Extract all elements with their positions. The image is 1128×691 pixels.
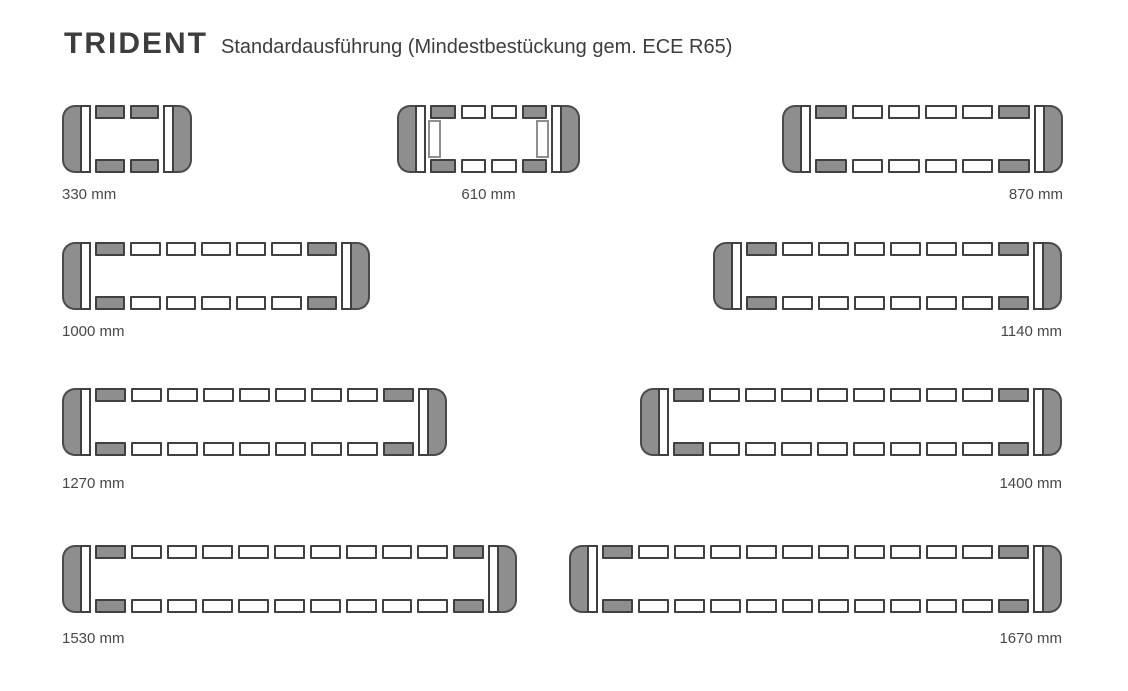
length-label: 610 mm <box>461 186 516 203</box>
module-slot-empty <box>962 105 994 119</box>
lightbar-body <box>91 242 341 310</box>
module-row-bottom <box>91 296 341 310</box>
end-cap-right <box>1044 545 1062 613</box>
end-cap-right <box>352 242 370 310</box>
end-cap-right <box>174 105 192 173</box>
lightbar-housing <box>62 545 517 613</box>
module-row-top <box>669 388 1033 402</box>
module-slot-empty <box>310 545 341 559</box>
module-slot-empty <box>782 545 813 559</box>
module-slot-empty <box>239 442 270 456</box>
led-module-fitted <box>95 545 126 559</box>
led-module-fitted <box>746 296 777 310</box>
led-module-fitted <box>998 545 1029 559</box>
end-divider-left <box>587 545 598 613</box>
module-slot-empty <box>674 599 705 613</box>
end-divider-right <box>1034 105 1045 173</box>
module-slot-empty <box>638 545 669 559</box>
module-slot-empty <box>710 599 741 613</box>
module-slot-empty <box>962 159 994 173</box>
module-slot-empty <box>926 242 957 256</box>
module-slot-empty <box>745 388 776 402</box>
end-cap-left <box>782 105 800 173</box>
module-slot-empty <box>347 388 378 402</box>
lightbar-body <box>598 545 1033 613</box>
module-slot-empty <box>417 599 448 613</box>
module-slot-empty <box>382 599 413 613</box>
module-slot-empty <box>890 296 921 310</box>
led-module-fitted <box>998 599 1029 613</box>
end-divider-left <box>80 388 91 456</box>
module-slot-empty <box>274 545 305 559</box>
module-slot-empty <box>890 442 921 456</box>
module-slot-empty <box>853 442 884 456</box>
led-module-fitted <box>95 388 126 402</box>
module-slot-empty <box>130 242 160 256</box>
lightbar-1270 <box>62 388 447 492</box>
end-divider-right <box>551 105 562 173</box>
module-row-bottom <box>742 296 1033 310</box>
end-divider-right <box>1033 545 1044 613</box>
end-cap-left <box>713 242 731 310</box>
module-slot-empty <box>890 242 921 256</box>
length-label: 1400 mm <box>999 475 1062 492</box>
lightbar-body <box>426 105 551 173</box>
module-slot-empty <box>202 545 233 559</box>
led-module-fitted <box>130 105 160 119</box>
module-slot-empty <box>962 388 993 402</box>
module-slot-empty <box>347 442 378 456</box>
lightbar-body <box>91 545 488 613</box>
lightbar-housing <box>569 545 1062 613</box>
led-module-fitted <box>453 545 484 559</box>
end-divider-left <box>800 105 811 173</box>
lightbar-870 <box>782 105 1063 203</box>
module-slot-empty <box>854 296 885 310</box>
module-slot-empty <box>201 296 231 310</box>
module-slot-empty <box>854 599 885 613</box>
module-slot-empty <box>817 388 848 402</box>
lightbar-housing <box>640 388 1062 456</box>
module-slot-empty <box>962 242 993 256</box>
module-slot-empty <box>925 159 957 173</box>
module-slot-empty <box>238 599 269 613</box>
module-row-bottom <box>598 599 1033 613</box>
module-slot-empty <box>274 599 305 613</box>
lightbar-1140 <box>713 242 1062 340</box>
module-slot-empty <box>925 105 957 119</box>
module-row-top <box>426 105 551 119</box>
led-module-fitted <box>602 599 633 613</box>
module-slot-empty <box>709 442 740 456</box>
length-label: 1000 mm <box>62 323 125 340</box>
module-row-top <box>91 388 418 402</box>
end-cap-right <box>562 105 580 173</box>
module-row-top <box>598 545 1033 559</box>
module-slot-empty <box>926 296 957 310</box>
module-slot-empty <box>962 296 993 310</box>
led-module-fitted <box>307 242 337 256</box>
lightbar-1000 <box>62 242 370 340</box>
led-module-fitted <box>815 105 847 119</box>
length-label: 870 mm <box>1008 186 1063 203</box>
module-slot-empty <box>131 599 162 613</box>
module-slot-empty <box>202 599 233 613</box>
module-row-top <box>91 242 341 256</box>
lightbar-body <box>91 388 418 456</box>
led-module-fitted <box>998 442 1029 456</box>
module-row-bottom <box>811 159 1034 173</box>
end-divider-left <box>415 105 426 173</box>
module-slot-empty <box>203 442 234 456</box>
module-slot-empty <box>888 159 920 173</box>
module-slot-empty <box>491 105 517 119</box>
module-row-top <box>742 242 1033 256</box>
led-module-fitted <box>602 545 633 559</box>
end-cap-right <box>499 545 517 613</box>
module-slot-empty <box>782 242 813 256</box>
module-slot-empty <box>167 545 198 559</box>
led-module-fitted <box>746 242 777 256</box>
module-slot-empty <box>674 545 705 559</box>
module-slot-empty <box>888 105 920 119</box>
length-label: 1670 mm <box>999 630 1062 647</box>
module-slot-empty <box>167 388 198 402</box>
page-title: Standardausführung (Mindestbestückung gem. ECE R65) <box>221 36 733 58</box>
led-module-fitted <box>522 105 548 119</box>
module-row-bottom <box>426 159 551 173</box>
module-slot-empty <box>239 388 270 402</box>
end-cap-left <box>62 105 80 173</box>
module-slot-empty <box>311 442 342 456</box>
module-slot-empty <box>852 159 884 173</box>
length-label: 1530 mm <box>62 630 125 647</box>
end-divider-right <box>341 242 352 310</box>
module-slot-empty <box>781 442 812 456</box>
lightbar-housing <box>782 105 1063 173</box>
lightbar-housing <box>62 105 192 173</box>
end-cap-left <box>62 242 80 310</box>
module-slot-empty <box>203 388 234 402</box>
led-module-fitted <box>95 159 125 173</box>
end-cap-left <box>62 388 80 456</box>
lightbar-1400 <box>640 388 1062 492</box>
module-slot-empty <box>238 545 269 559</box>
led-module-fitted <box>430 159 456 173</box>
page-header <box>64 27 732 61</box>
end-cap-right <box>1045 105 1063 173</box>
module-slot-empty <box>417 545 448 559</box>
module-row-bottom <box>91 159 163 173</box>
led-module-fitted <box>998 159 1030 173</box>
led-module-fitted <box>673 388 704 402</box>
module-slot-empty <box>461 105 487 119</box>
module-slot-empty <box>131 388 162 402</box>
module-slot-empty <box>311 388 342 402</box>
led-module-fitted <box>673 442 704 456</box>
module-slot-empty <box>166 296 196 310</box>
module-slot-empty <box>275 442 306 456</box>
module-slot-empty <box>818 599 849 613</box>
module-slot-empty <box>746 599 777 613</box>
module-slot-empty <box>236 296 266 310</box>
module-slot-empty <box>709 388 740 402</box>
module-slot-empty <box>271 296 301 310</box>
lightbar-body <box>669 388 1033 456</box>
end-divider-left <box>658 388 669 456</box>
lightbar-1530 <box>62 545 517 647</box>
module-slot-empty <box>818 242 849 256</box>
led-module-fitted <box>430 105 456 119</box>
led-module-fitted <box>453 599 484 613</box>
end-divider-left <box>80 242 91 310</box>
led-module-fitted <box>998 242 1029 256</box>
module-slot-empty <box>461 159 487 173</box>
module-slot-empty <box>275 388 306 402</box>
lightbar-housing <box>397 105 580 173</box>
end-cap-right <box>1044 242 1062 310</box>
end-divider-right <box>1033 242 1044 310</box>
led-module-fitted <box>95 442 126 456</box>
lightbar-1670 <box>569 545 1062 647</box>
module-slot-empty <box>962 442 993 456</box>
module-slot-empty <box>745 442 776 456</box>
module-slot-empty <box>310 599 341 613</box>
lightbar-housing <box>62 388 447 456</box>
module-slot-empty <box>271 242 301 256</box>
module-slot-empty <box>962 545 993 559</box>
lightbar-body <box>91 105 163 173</box>
end-cap-left <box>62 545 80 613</box>
module-slot-empty <box>926 545 957 559</box>
led-module-fitted <box>383 442 414 456</box>
corner-module-left <box>428 120 441 158</box>
module-slot-empty <box>926 599 957 613</box>
end-divider-right <box>163 105 174 173</box>
module-slot-empty <box>130 296 160 310</box>
module-slot-empty <box>890 388 921 402</box>
module-slot-empty <box>854 545 885 559</box>
module-slot-empty <box>201 242 231 256</box>
module-slot-empty <box>962 599 993 613</box>
module-row-top <box>91 545 488 559</box>
end-cap-left <box>640 388 658 456</box>
module-row-top <box>811 105 1034 119</box>
led-module-fitted <box>307 296 337 310</box>
module-slot-empty <box>854 242 885 256</box>
end-divider-left <box>80 105 91 173</box>
module-slot-empty <box>782 296 813 310</box>
end-cap-right <box>1044 388 1062 456</box>
module-slot-empty <box>853 388 884 402</box>
module-slot-empty <box>131 442 162 456</box>
length-label: 1140 mm <box>1000 323 1062 340</box>
brand-logo: TRIDENT <box>64 27 208 60</box>
led-module-fitted <box>95 242 125 256</box>
led-module-fitted <box>130 159 160 173</box>
module-row-bottom <box>669 442 1033 456</box>
led-module-fitted <box>815 159 847 173</box>
module-slot-empty <box>818 296 849 310</box>
end-divider-right <box>488 545 499 613</box>
module-slot-empty <box>236 242 266 256</box>
led-module-fitted <box>998 105 1030 119</box>
lightbar-body <box>811 105 1034 173</box>
led-module-fitted <box>522 159 548 173</box>
end-divider-left <box>80 545 91 613</box>
module-slot-empty <box>710 545 741 559</box>
end-cap-left <box>397 105 415 173</box>
led-module-fitted <box>998 388 1029 402</box>
led-module-fitted <box>95 599 126 613</box>
led-module-fitted <box>95 296 125 310</box>
end-divider-left <box>731 242 742 310</box>
module-slot-empty <box>166 242 196 256</box>
module-slot-empty <box>782 599 813 613</box>
module-slot-empty <box>890 545 921 559</box>
module-slot-empty <box>746 545 777 559</box>
lightbar-body <box>742 242 1033 310</box>
module-row-top <box>91 105 163 119</box>
module-slot-empty <box>346 545 377 559</box>
end-cap-left <box>569 545 587 613</box>
lightbar-housing <box>62 242 370 310</box>
led-module-fitted <box>95 105 125 119</box>
module-slot-empty <box>818 545 849 559</box>
module-slot-empty <box>852 105 884 119</box>
module-slot-empty <box>167 599 198 613</box>
end-divider-right <box>418 388 429 456</box>
length-label: 330 mm <box>62 186 117 203</box>
end-divider-right <box>1033 388 1044 456</box>
module-slot-empty <box>131 545 162 559</box>
module-slot-empty <box>638 599 669 613</box>
module-row-bottom <box>91 442 418 456</box>
lightbar-610 <box>397 105 580 203</box>
module-slot-empty <box>926 388 957 402</box>
led-module-fitted <box>998 296 1029 310</box>
led-module-fitted <box>383 388 414 402</box>
length-label: 1270 mm <box>62 475 125 492</box>
module-slot-empty <box>167 442 198 456</box>
module-slot-empty <box>926 442 957 456</box>
corner-module-right <box>536 120 549 158</box>
module-slot-empty <box>346 599 377 613</box>
module-row-bottom <box>91 599 488 613</box>
module-slot-empty <box>491 159 517 173</box>
module-slot-empty <box>382 545 413 559</box>
module-slot-empty <box>890 599 921 613</box>
end-cap-right <box>429 388 447 456</box>
lightbar-housing <box>713 242 1062 310</box>
module-slot-empty <box>817 442 848 456</box>
lightbar-330 <box>62 105 192 203</box>
module-slot-empty <box>781 388 812 402</box>
